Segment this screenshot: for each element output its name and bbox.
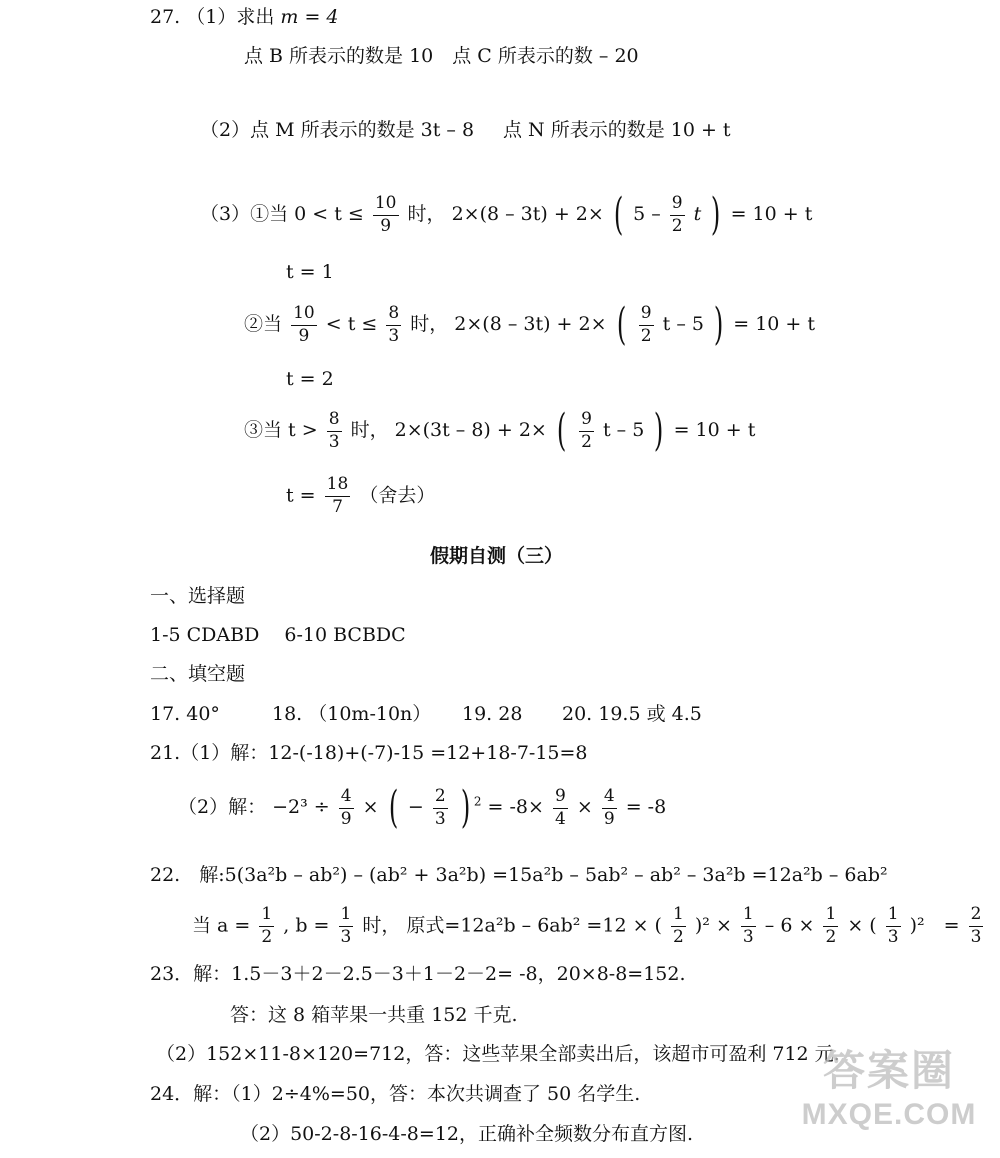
fraction [433, 785, 448, 829]
q24-line2: （2）50-2-8-16-4-8=12，正确补全频数分布直方图. [240, 1123, 694, 1145]
q23-line3: （2）152×11-8×120=712，答：这些苹果全部卖出后，该超市可盈利 712 元. [156, 1043, 840, 1065]
q27-c3 [244, 405, 756, 456]
frac-num: 1 [671, 906, 686, 927]
q27-r3 [286, 476, 435, 517]
frac-den: 2 [825, 926, 837, 947]
fraction [291, 302, 317, 346]
fraction [386, 302, 401, 346]
fraction [670, 192, 685, 236]
frac-den: 3 [328, 431, 340, 452]
fraction [325, 476, 351, 517]
frac-den: 2 [640, 325, 652, 346]
frac-den: 9 [603, 808, 615, 829]
q22-minus: – 6 × [764, 914, 815, 937]
q27-p1-text: （1）求出 [186, 6, 275, 28]
frac-num: 18 [325, 476, 351, 497]
q21-result: = -8 [625, 796, 667, 818]
fraction [373, 192, 399, 236]
times-sign: × [576, 796, 593, 818]
frac-num: 4 [602, 788, 617, 809]
paren-close: ) [654, 405, 664, 456]
q27-part1 [150, 8, 339, 27]
q27-c2-after: 时， 2×(8 – 3t) + 2× [410, 313, 607, 335]
part2-heading: 二、填空题 [150, 663, 246, 685]
fraction [886, 906, 901, 947]
q22-line2 [192, 906, 986, 947]
q22-x: × ( [847, 914, 877, 937]
paren-close: ) [713, 299, 724, 350]
frac-num: 2 [433, 788, 448, 809]
q24-line1: 24．解：（1）2÷4%=50，答：本次共调查了 50 名学生. [150, 1083, 641, 1105]
frac-num: 2 [969, 906, 984, 927]
q27-m-eq: m = 4 [280, 6, 339, 28]
q27-r2: t = 2 [286, 368, 334, 390]
frac-den: 2 [261, 926, 273, 947]
frac-num: 8 [327, 411, 342, 432]
exponent: 2 [473, 794, 482, 809]
frac-num: 1 [339, 906, 354, 927]
frac-num: 1 [823, 906, 838, 927]
fill-a17: 17. 40° [150, 703, 220, 725]
fill-a19: 19. 28 [462, 703, 523, 725]
part1-heading: 一、选择题 [150, 585, 246, 607]
q27-c2-mid: < t ≤ [325, 313, 378, 335]
fraction [579, 408, 594, 452]
frac-num: 9 [579, 411, 594, 432]
section-title: 假期自测（三） [430, 545, 564, 567]
fraction [602, 785, 617, 829]
q21-line1: 21.（1）解：12-(-18)+(-7)-15 =12+18-7-15=8 [150, 742, 588, 764]
frac-den: 7 [332, 496, 343, 517]
q27-p3-tail: t [693, 203, 702, 225]
frac-den: 9 [340, 808, 352, 829]
fraction [823, 906, 838, 947]
paren-open: ( [613, 189, 624, 240]
q21-expr-a: −2³ ÷ [272, 796, 330, 818]
q27-number: 27. [150, 6, 181, 28]
fraction [259, 906, 274, 947]
fill-a20: 20. 19.5 或 4.5 [562, 703, 702, 725]
fraction [327, 408, 342, 452]
q23-line2: 答：这 8 箱苹果一共重 152 千克. [230, 1004, 518, 1026]
q22-sq1: )² × [694, 914, 732, 937]
minus-sign: − [407, 796, 424, 818]
frac-den: 3 [434, 808, 446, 829]
frac-num: 9 [553, 788, 568, 809]
frac-den: 9 [380, 215, 392, 236]
q22-sq2: )² = [909, 914, 960, 937]
q27-p3-prefix: （3）①当 0 < t ≤ [200, 203, 364, 225]
paren-close: ) [460, 782, 470, 833]
q22-mid: , b = [283, 914, 330, 937]
fraction [339, 906, 354, 947]
frac-num: 10 [291, 305, 317, 326]
frac-num: 1 [886, 906, 901, 927]
frac-den: 3 [970, 926, 982, 947]
frac-num: 8 [386, 305, 401, 326]
q23-line1: 23．解：1.5－3＋2－2.5－3＋1－2－2= -8，20×8-8=152. [150, 963, 686, 985]
q27-c2-paren-tail: t – 5 [662, 313, 704, 335]
q21-eq-part: = -8× [487, 796, 544, 818]
q27-p3-mid: 时， 2×(8 – 3t) + 2× [407, 203, 604, 225]
q22-after: 时， 原式=12a²b – 6ab² =12 × ( [362, 914, 662, 937]
q21-p2-prefix: （2）解： [178, 796, 267, 818]
q27-p2a: （2）点 M 所表示的数是 3t – 8 [200, 119, 475, 141]
paren-open: ( [388, 782, 398, 833]
q27-p3 [200, 189, 813, 240]
q27-p2b: 点 N 所表示的数是 10 + t [503, 119, 731, 141]
frac-den: 3 [887, 926, 899, 947]
frac-num: 9 [670, 195, 685, 216]
q27-p3-paren: 5 – [633, 203, 661, 225]
frac-den: 3 [340, 926, 352, 947]
q27-c2-prefix: ②当 [244, 313, 283, 335]
q27-c3-rhs: = 10 + t [673, 419, 756, 441]
q27-p1-line2: 点 B 所表示的数是 10 点 C 所表示的数 – 20 [244, 45, 639, 67]
q27-c3-after: 时， 2×(3t – 8) + 2× [350, 419, 547, 441]
q21-part2 [178, 782, 667, 833]
frac-num: 9 [639, 305, 654, 326]
frac-den: 2 [671, 215, 683, 236]
frac-den: 3 [742, 926, 754, 947]
part1-answers: 1-5 CDABD 6-10 BCBDC [150, 624, 406, 646]
frac-den: 2 [581, 431, 592, 452]
q22-line1: 22. 解:5(3a²b – ab²) – (ab² + 3a²b) =15a²b – 5ab² – ab² – 3a²b =12a²b – 6ab² [150, 864, 888, 886]
frac-num: 1 [741, 906, 756, 927]
frac-num: 1 [259, 906, 274, 927]
frac-num: 10 [373, 195, 399, 216]
paren-open: ( [556, 405, 567, 456]
watermark-bottom: MXQE.COM [801, 1098, 977, 1131]
watermark-logo [794, 1038, 984, 1148]
q27-c3-prefix: ③当 t > [244, 419, 318, 441]
fraction [639, 302, 654, 346]
fraction [553, 785, 568, 829]
frac-den: 9 [298, 325, 310, 346]
paren-open: ( [616, 299, 626, 350]
fraction [671, 906, 686, 947]
fraction [741, 906, 756, 947]
fill-a18: 18. （10m-10n） [272, 703, 432, 725]
q27-r1: t = 1 [286, 261, 334, 283]
q27-c2-rhs: = 10 + t [733, 313, 816, 335]
q27-r3-prefix: t = [286, 484, 316, 507]
q27-r3-note: （舍去） [359, 484, 436, 507]
frac-den: 2 [673, 926, 684, 947]
q27-p3-rhs: = 10 + t [730, 203, 813, 225]
fraction [969, 906, 984, 947]
fraction [339, 785, 354, 829]
q27-c2 [244, 299, 816, 350]
times-sign: × [362, 796, 379, 818]
q22-prefix: 当 a = [192, 914, 251, 937]
q27-c3-paren-tail: t – 5 [602, 419, 645, 441]
frac-num: 4 [339, 788, 354, 809]
watermark-top: 答案圈 [822, 1047, 955, 1094]
frac-den: 3 [388, 325, 400, 346]
paren-close: ) [711, 189, 721, 240]
frac-den: 4 [554, 808, 566, 829]
